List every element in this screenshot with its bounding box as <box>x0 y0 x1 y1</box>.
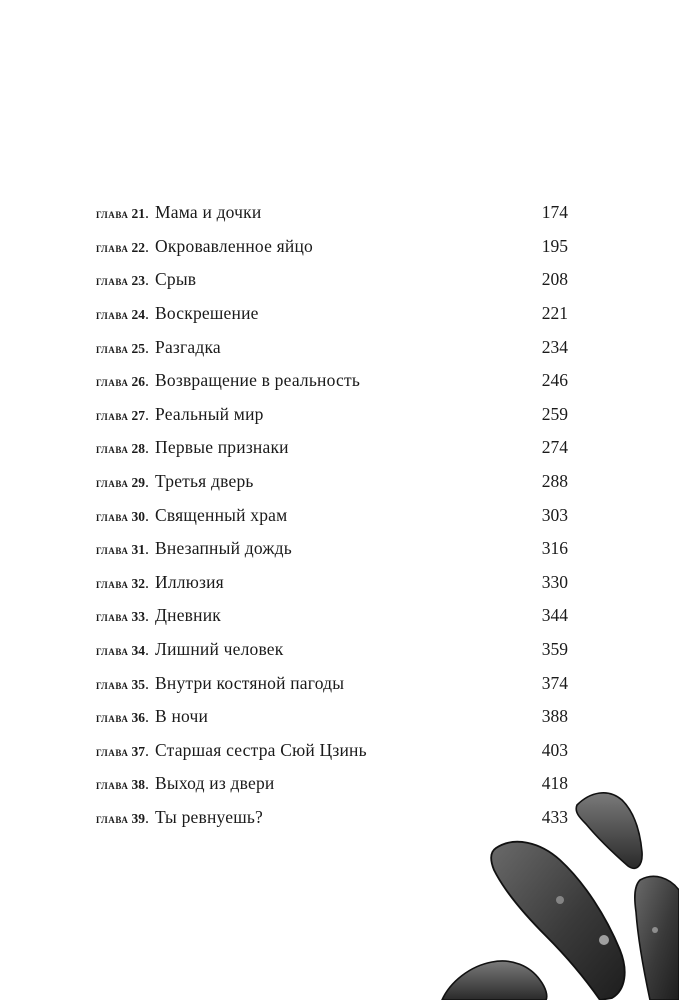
chapter-page-number: 316 <box>541 538 568 559</box>
chapter-title: Выход из двери <box>155 773 275 794</box>
toc-entry-left <box>96 740 367 761</box>
chapter-separator: . <box>145 272 150 290</box>
toc-entry[interactable] <box>96 633 568 667</box>
chapter-title: Окровавленное яйцо <box>155 235 313 256</box>
chapter-number: 29 <box>131 475 146 491</box>
chapter-page-number: 246 <box>541 370 568 391</box>
chapter-separator: . <box>145 507 150 525</box>
toc-entry-left <box>96 236 313 257</box>
toc-entry-left <box>96 639 283 660</box>
toc-entry[interactable] <box>96 297 568 331</box>
chapter-separator: . <box>145 742 150 760</box>
chapter-page-number: 288 <box>541 471 568 492</box>
chapter-label: глава <box>96 206 129 222</box>
chapter-separator: . <box>145 608 150 626</box>
chapter-separator: . <box>145 339 150 357</box>
chapter-label: глава <box>96 239 129 255</box>
chapter-page-number: 403 <box>541 739 568 760</box>
toc-entry-left <box>96 605 221 626</box>
table-of-contents <box>96 196 568 834</box>
chapter-number: 36 <box>131 710 146 726</box>
toc-entry[interactable] <box>96 330 568 364</box>
toc-entry[interactable] <box>96 734 568 768</box>
toc-entry[interactable] <box>96 498 568 532</box>
chapter-separator: . <box>145 809 150 827</box>
toc-entry[interactable] <box>96 599 568 633</box>
chapter-label: глава <box>96 609 129 625</box>
chapter-title: Иллюзия <box>155 571 224 592</box>
chapter-title: Срыв <box>155 269 197 290</box>
toc-entry[interactable] <box>96 431 568 465</box>
chapter-number: 34 <box>131 643 146 659</box>
chapter-label: глава <box>96 508 129 524</box>
toc-entry-left <box>96 572 224 593</box>
toc-entry-left <box>96 303 259 324</box>
chapter-separator: . <box>145 675 150 693</box>
chapter-title: Воскрешение <box>155 303 259 324</box>
chapter-title: Реальный мир <box>155 403 264 424</box>
chapter-label: глава <box>96 676 129 692</box>
chapter-page-number: 221 <box>541 303 568 324</box>
chapter-separator: . <box>145 406 150 424</box>
toc-entry-left <box>96 471 254 492</box>
chapter-label: глава <box>96 340 129 356</box>
ink-speckle <box>556 896 564 904</box>
chapter-separator: . <box>145 776 150 794</box>
chapter-number: 30 <box>131 508 146 524</box>
toc-entry[interactable] <box>96 230 568 264</box>
ink-speckle <box>652 927 658 933</box>
toc-entry[interactable] <box>96 666 568 700</box>
chapter-number: 33 <box>131 609 146 625</box>
chapter-title: Дневник <box>155 605 221 626</box>
chapter-separator: . <box>145 373 150 391</box>
toc-entry[interactable] <box>96 398 568 432</box>
feather-stroke-small <box>576 793 642 868</box>
chapter-page-number: 234 <box>541 336 568 357</box>
chapter-label: глава <box>96 475 129 491</box>
toc-entry-left <box>96 370 360 391</box>
chapter-separator: . <box>145 574 150 592</box>
chapter-number: 32 <box>131 575 146 591</box>
chapter-number: 37 <box>131 743 146 759</box>
chapter-title: Ты ревнуешь? <box>155 806 264 827</box>
toc-entry[interactable] <box>96 566 568 600</box>
chapter-number: 35 <box>131 676 146 692</box>
toc-entry[interactable] <box>96 364 568 398</box>
toc-entry[interactable] <box>96 767 568 801</box>
toc-entry-left <box>96 437 289 458</box>
chapter-title: Третья дверь <box>155 471 254 492</box>
chapter-label: глава <box>96 643 129 659</box>
chapter-label: глава <box>96 542 129 558</box>
chapter-page-number: 195 <box>541 235 568 256</box>
chapter-title: Возвращение в реальность <box>155 370 360 391</box>
toc-entry[interactable] <box>96 700 568 734</box>
chapter-label: глава <box>96 374 129 390</box>
toc-entry-left <box>96 269 196 290</box>
chapter-label: глава <box>96 575 129 591</box>
chapter-number: 27 <box>131 407 146 423</box>
chapter-title: Внезапный дождь <box>155 538 292 559</box>
chapter-number: 26 <box>131 374 146 390</box>
chapter-separator: . <box>145 238 150 256</box>
chapter-label: глава <box>96 407 129 423</box>
chapter-page-number: 274 <box>541 437 568 458</box>
chapter-number: 22 <box>131 239 146 255</box>
chapter-title: Первые признаки <box>155 437 289 458</box>
chapter-separator: . <box>145 709 150 727</box>
chapter-number: 24 <box>131 307 146 323</box>
toc-entry-left <box>96 706 208 727</box>
feather-stroke-right <box>635 876 679 1000</box>
toc-entry-left <box>96 807 263 828</box>
chapter-label: глава <box>96 710 129 726</box>
chapter-number: 39 <box>131 810 146 826</box>
chapter-number: 23 <box>131 273 146 289</box>
chapter-number: 31 <box>131 542 146 558</box>
chapter-page-number: 303 <box>541 504 568 525</box>
chapter-label: глава <box>96 777 129 793</box>
chapter-label: глава <box>96 307 129 323</box>
chapter-page-number: 418 <box>541 773 568 794</box>
chapter-title: Священный храм <box>155 504 288 525</box>
chapter-separator: . <box>145 205 150 223</box>
chapter-title: Старшая сестра Сюй Цзинь <box>155 739 367 760</box>
chapter-page-number: 330 <box>541 571 568 592</box>
chapter-title: В ночи <box>155 706 209 727</box>
chapter-label: глава <box>96 273 129 289</box>
chapter-page-number: 344 <box>541 605 568 626</box>
feather-stroke-lower <box>442 961 547 1000</box>
chapter-page-number: 388 <box>541 706 568 727</box>
ink-speckle <box>599 935 609 945</box>
toc-entry-left <box>96 202 261 223</box>
toc-entry-left <box>96 773 274 794</box>
chapter-separator: . <box>145 642 150 660</box>
toc-entry[interactable] <box>96 465 568 499</box>
toc-entry-left <box>96 404 264 425</box>
toc-entry[interactable] <box>96 532 568 566</box>
toc-entry-left <box>96 505 287 526</box>
chapter-page-number: 359 <box>541 639 568 660</box>
chapter-separator: . <box>145 306 150 324</box>
chapter-page-number: 174 <box>541 202 568 223</box>
toc-entry[interactable] <box>96 196 568 230</box>
chapter-title: Лишний человек <box>155 639 284 660</box>
chapter-label: глава <box>96 441 129 457</box>
chapter-number: 38 <box>131 777 146 793</box>
toc-entry-left <box>96 337 221 358</box>
chapter-title: Мама и дочки <box>155 202 262 223</box>
chapter-separator: . <box>145 541 150 559</box>
chapter-label: глава <box>96 810 129 826</box>
toc-entry[interactable] <box>96 263 568 297</box>
chapter-number: 28 <box>131 441 146 457</box>
chapter-number: 25 <box>131 340 146 356</box>
chapter-number: 21 <box>131 206 146 222</box>
toc-entry-left <box>96 538 292 559</box>
chapter-page-number: 259 <box>541 403 568 424</box>
chapter-page-number: 374 <box>541 672 568 693</box>
toc-entry[interactable] <box>96 801 568 835</box>
chapter-label: глава <box>96 743 129 759</box>
chapter-separator: . <box>145 440 150 458</box>
chapter-page-number: 433 <box>541 806 568 827</box>
chapter-page-number: 208 <box>541 269 568 290</box>
chapter-title: Внутри костяной пагоды <box>155 672 345 693</box>
chapter-title: Разгадка <box>155 336 221 357</box>
toc-entry-left <box>96 673 344 694</box>
feather-stroke-large <box>491 842 624 1000</box>
chapter-separator: . <box>145 474 150 492</box>
